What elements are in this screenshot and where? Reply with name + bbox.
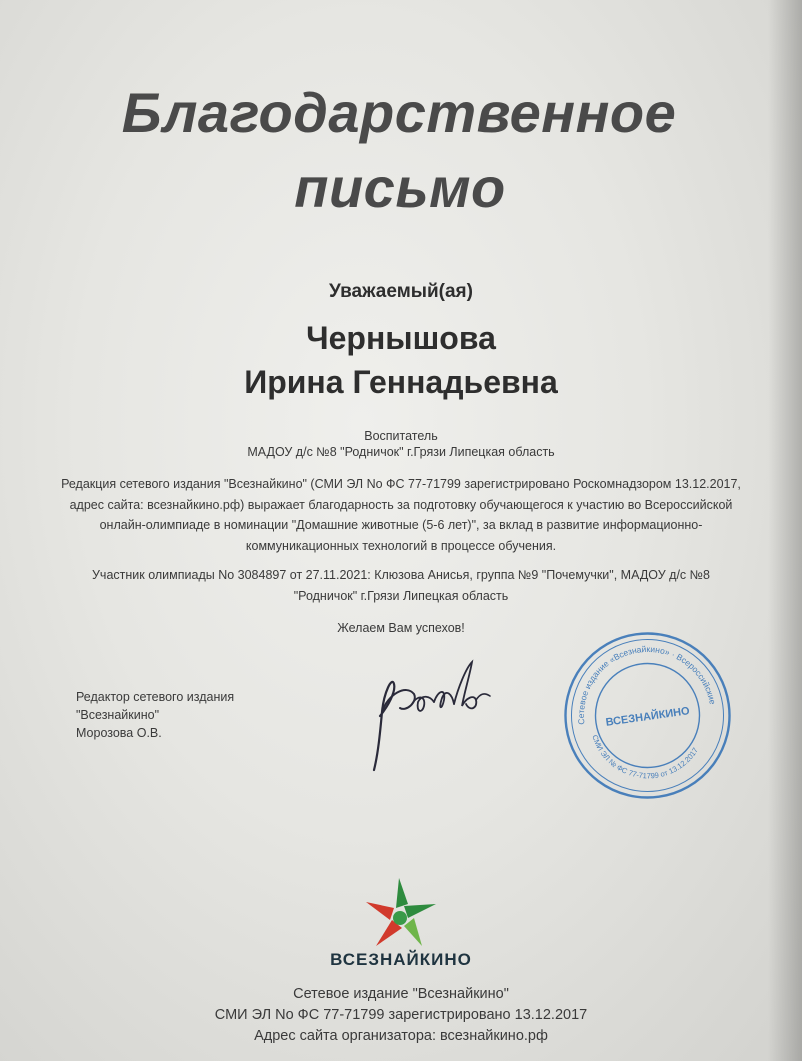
- editor-title: Редактор сетевого издания: [76, 690, 235, 704]
- recipient-surname: Чернышова: [306, 320, 496, 356]
- editor-block: [76, 688, 276, 742]
- stamp-registration-text: СМИ ЭЛ № ФС 77-71799 от 13.12.2017: [590, 733, 700, 781]
- handwritten-signature: [366, 654, 496, 774]
- footer-website: Адрес сайта организатора: всезнайкино.рф: [254, 1028, 548, 1044]
- logo-wordmark: ВСЕЗНАЙКИНО: [330, 950, 472, 969]
- greeting: Уважаемый(ая): [329, 281, 473, 302]
- editor-publication: "Всезнайкино": [76, 708, 160, 722]
- gratitude-paragraph: Редакция сетевого издания "Всезнайкино" (СМИ ЭЛ No ФС 77-71799 зарегистрировано Роскомнадзором 13.12.2017, адрес сайта: всезнайкино.рф) выражает благодарность за подготовку обучающегося к участию во Всероссийской онлайн-олимпиаде в номинации "Домашние животные (5-6 лет)", за вклад в развитие информационно-коммуникационных технологий в процессе обучения.: [61, 477, 741, 553]
- title-line-1: Благодарственное: [121, 81, 677, 144]
- vseznaykino-star-logo: [356, 874, 442, 954]
- stamp-center-text: ВСЕЗНАЙКИНО: [604, 705, 691, 729]
- recipient-position: Воспитатель: [364, 429, 438, 443]
- recipient-organization: МАДОУ д/с №8 "Родничок" г.Грязи Липецкая область: [247, 445, 555, 459]
- title-line-2: письмо: [294, 156, 506, 219]
- participant-paragraph: Участник олимпиады No 3084897 от 27.11.2021: Клюзова Анисья, группа №9 "Почемучки", МАДОУ д/с №8 "Родничок" г.Грязи Липецкая область: [91, 568, 711, 603]
- svg-text:СМИ ЭЛ № ФС 77-71799 от 13.12.: [590, 720, 703, 788]
- publisher-stamp: [560, 628, 735, 803]
- editor-name: Морозова О.В.: [76, 726, 162, 740]
- wishes-text: Желаем Вам успехов!: [337, 621, 465, 635]
- footer-registration: СМИ ЭЛ No ФС 77-71799 зарегистрировано 13.12.2017: [214, 1007, 588, 1023]
- footer-publication: Сетевое издание "Всезнайкино": [293, 986, 509, 1002]
- stamp-outer-text: Сетевое издание «Всезнайкино» · Всероссийские: [575, 643, 718, 726]
- recipient-given-names: Ирина Геннадьевна: [244, 364, 558, 400]
